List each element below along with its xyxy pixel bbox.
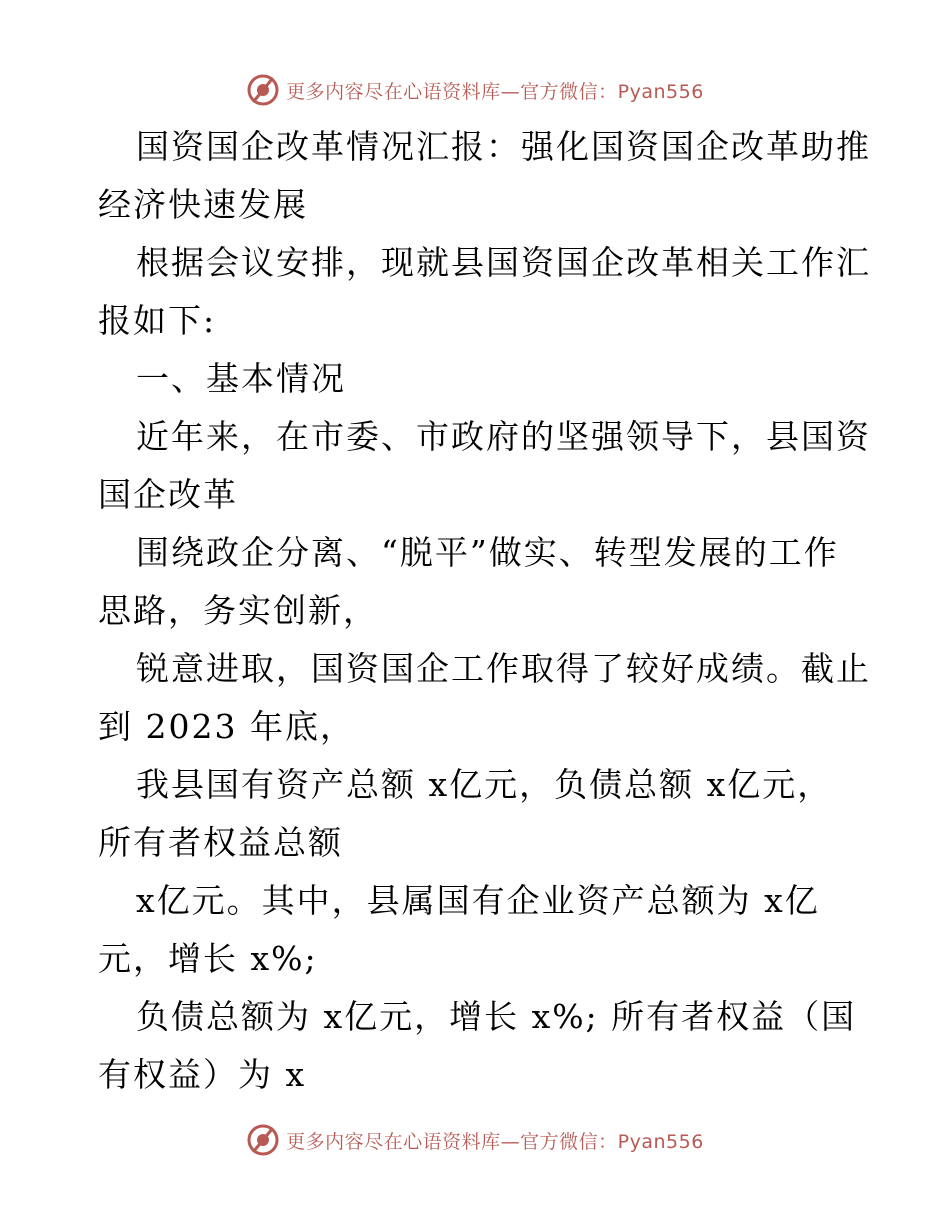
footer-watermark-banner: [0, 1122, 950, 1158]
section-heading: 一、基本情况: [136, 359, 346, 398]
paragraph-line: 报如下:: [98, 301, 217, 340]
pen-logo-icon: [246, 1123, 280, 1157]
footer-watermark-text: 更多内容尽在心语资料库—官方微信：Pyan556: [286, 1130, 704, 1153]
paragraph-line: 围绕政企分离、“脱平”做实、转型发展的工作: [136, 533, 839, 572]
paragraph-line: 近年来，在市委、市政府的坚强领导下，县国资: [136, 417, 871, 456]
paragraph-line: 所有者权益总额: [98, 823, 343, 862]
title-line-2: 经济快速发展: [98, 185, 308, 224]
paragraph-line: 锐意进取，国资国企工作取得了较好成绩。截止: [136, 649, 871, 688]
paragraph-line: 元，增长 x%;: [98, 939, 318, 978]
paragraph-line: 到 2023 年底，: [98, 707, 355, 746]
paragraph-line: x亿元。其中，县属国有企业资产总额为 x亿: [136, 881, 820, 920]
paragraph-line: 国企改革: [98, 475, 238, 514]
paragraph-line: 负债总额为 x亿元，增长 x%; 所有者权益（国: [136, 997, 857, 1036]
title-line-1: 国资国企改革情况汇报：强化国资国企改革助推: [136, 127, 871, 166]
header-watermark-banner: [0, 72, 950, 108]
paragraph-line: 我县国有资产总额 x亿元，负债总额 x亿元，: [136, 765, 833, 804]
pen-logo-icon: [246, 73, 280, 107]
paragraph-line: 根据会议安排，现就县国资国企改革相关工作汇: [136, 243, 871, 282]
document-body: [98, 118, 871, 1104]
header-watermark-text: 更多内容尽在心语资料库—官方微信：Pyan556: [286, 80, 704, 103]
paragraph-line: 有权益）为 x: [98, 1055, 307, 1094]
paragraph-line: 思路，务实创新，: [98, 591, 378, 630]
